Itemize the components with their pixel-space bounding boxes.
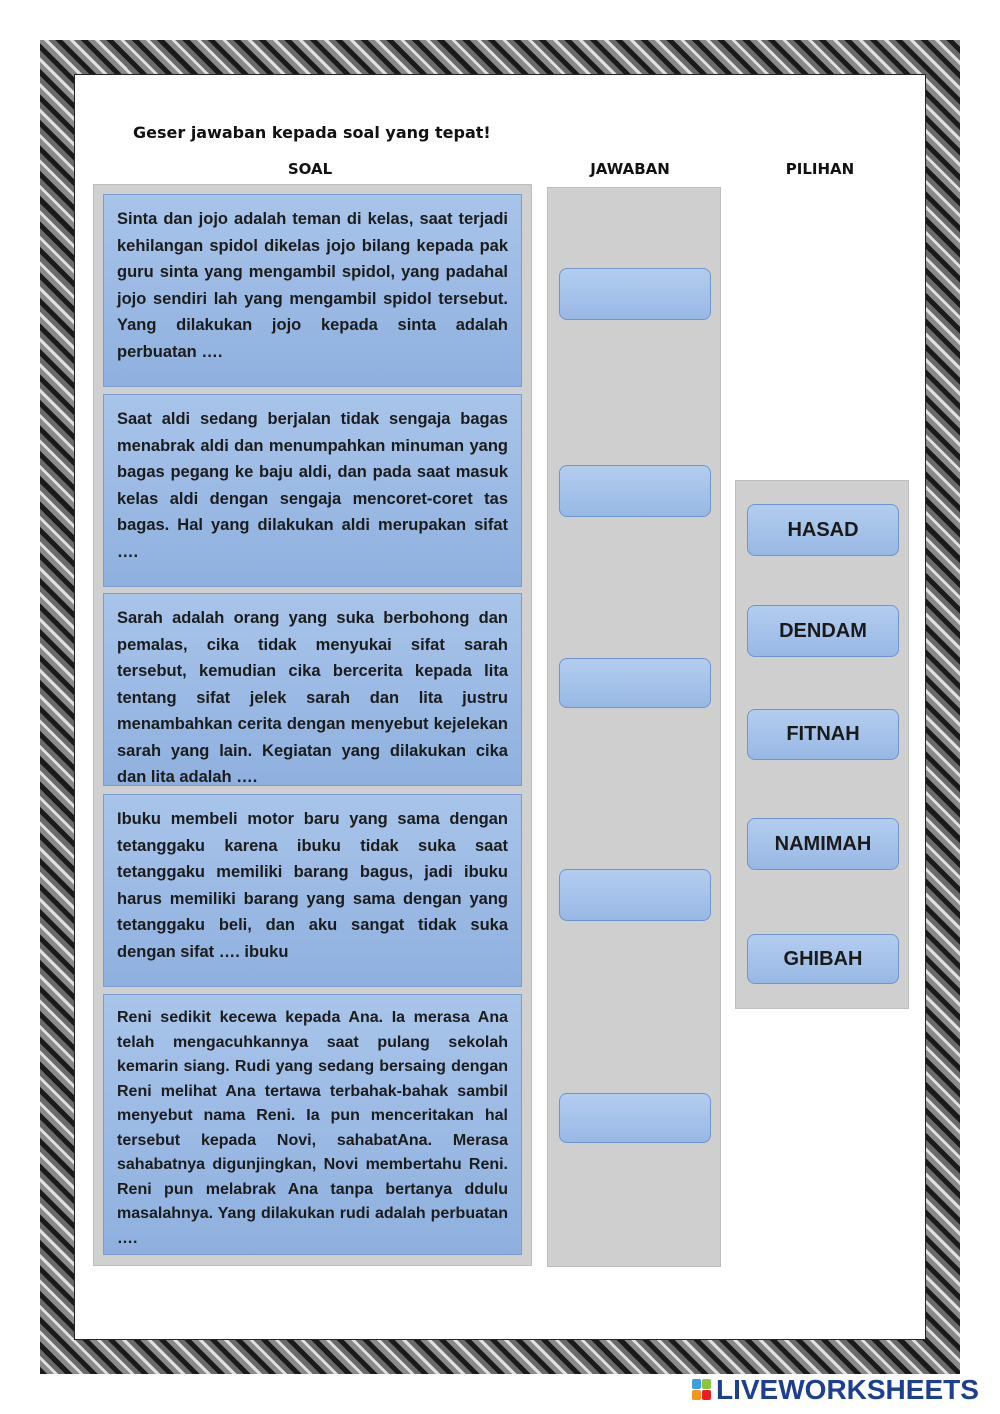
answer-slot-5[interactable] bbox=[559, 1093, 711, 1143]
choice-fitnah[interactable]: FITNAH bbox=[747, 709, 899, 760]
question-card-5: Reni sedikit kecewa kepada Ana. Ia merasa Ana telah mengacuhkannya saat pulang sekolah kemarin siang. Rudi yang sedang bersaing dengan Reni melihat Ana tertawa terbahak-bahak sambil menyebut nama Reni. Ia pun menceritakan hal tersebut kepada Novi, sahabatAna. Merasa sahabatnya digunjingkan, Novi membertahu Reni. Reni pun melabrak Ana tanpa bertanya ddulu masalahnya. Yang dilakukan rudi adalah perbuatan …. bbox=[103, 994, 522, 1255]
answer-slot-2[interactable] bbox=[559, 465, 711, 517]
column-header-pilihan: PILIHAN bbox=[785, 160, 855, 178]
choice-dendam[interactable]: DENDAM bbox=[747, 605, 899, 657]
choice-ghibah[interactable]: GHIBAH bbox=[747, 934, 899, 984]
column-header-jawaban: JAWABAN bbox=[590, 160, 670, 178]
answer-slot-3[interactable] bbox=[559, 658, 711, 708]
liveworksheets-wordmark: LIVEWORKSHEETS bbox=[716, 1374, 979, 1405]
question-card-3: Sarah adalah orang yang suka berbohong dan pemalas, cika tidak menyukai sifat sarah tersebut, kemudian cika bercerita kepada lita tentang sifat jelek sarah dan lita justru menambahkan cerita dengan menyebut kejelekan sarah yang lain. Kegiatan yang dilakukan cika dan lita adalah …. bbox=[103, 593, 522, 786]
choice-hasad[interactable]: HASAD bbox=[747, 504, 899, 556]
liveworksheets-brand bbox=[692, 1375, 979, 1405]
choice-namimah[interactable]: NAMIMAH bbox=[747, 818, 899, 870]
column-header-soal: SOAL bbox=[287, 160, 333, 178]
liveworksheets-logo-icon bbox=[692, 1379, 712, 1401]
answer-slot-4[interactable] bbox=[559, 869, 711, 921]
answer-slot-1[interactable] bbox=[559, 268, 711, 320]
question-card-2: Saat aldi sedang berjalan tidak sengaja bagas menabrak aldi dan menumpahkan minuman yang bagas pegang ke baju aldi, dan pada saat masuk kelas aldi dengan sengaja mencoret-coret tas bagas. Hal yang dilakukan aldi merupakan sifat …. bbox=[103, 394, 522, 587]
question-card-4: Ibuku membeli motor baru yang sama dengan tetanggaku karena ibuku tidak suka saat tetanggaku memiliki barang bagus, jadi ibuku harus memiliki barang yang sama dengan yang tetanggaku beli, dan aku sangat tidak suka dengan sifat …. ibuku bbox=[103, 794, 522, 987]
instruction-text: Geser jawaban kepada soal yang tepat! bbox=[133, 123, 491, 142]
question-card-1: Sinta dan jojo adalah teman di kelas, saat terjadi kehilangan spidol dikelas jojo bilang kepada pak guru sinta yang mengambil spidol, yang padahal jojo sendiri lah yang mengambil spidol tersebut. Yang dilakukan jojo kepada sinta adalah perbuatan …. bbox=[103, 194, 522, 387]
